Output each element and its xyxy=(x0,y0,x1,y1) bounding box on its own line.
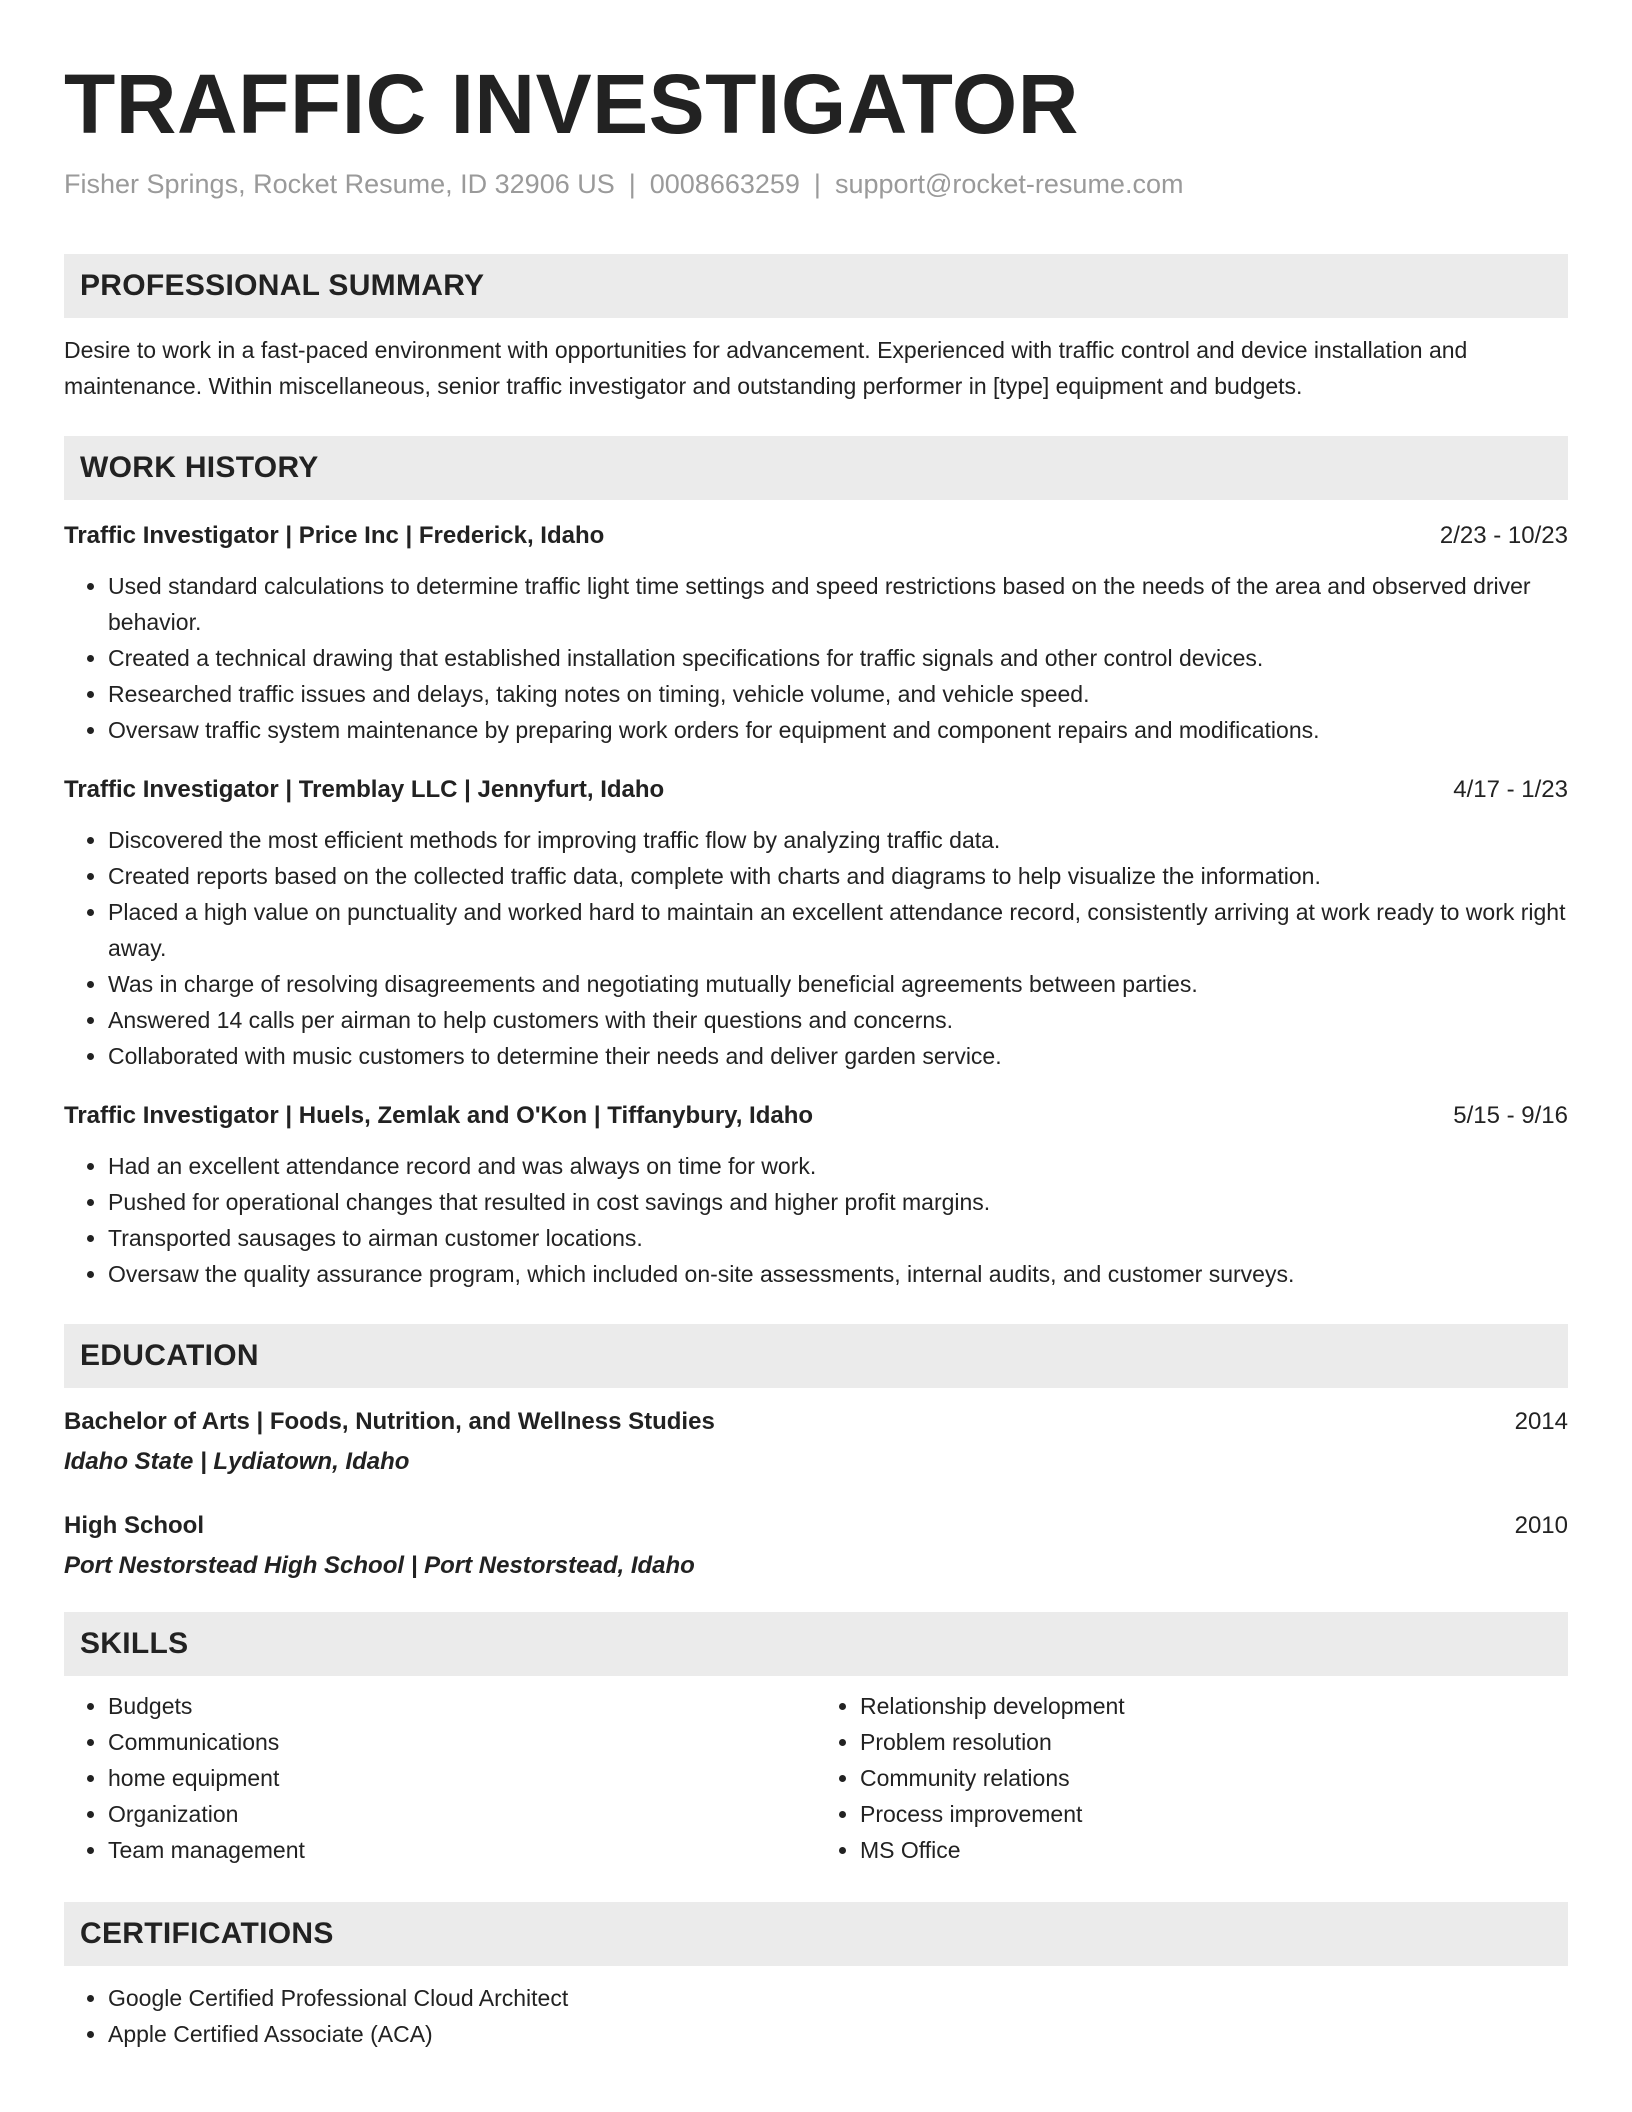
education-school: Idaho State | Lydiatown, Idaho xyxy=(64,1448,410,1475)
job-bullet: • Researched traffic issues and delays, taking notes on timing, vehicle volume, and vehicle speed. xyxy=(108,676,1568,712)
contact-separator: | xyxy=(628,169,636,199)
job-bullet: • Had an excellent attendance record and was always on time for work. xyxy=(108,1148,1568,1184)
job-bullet: • Answered 14 calls per airman to help customers with their questions and concerns. xyxy=(108,1002,1568,1038)
skills-column-left xyxy=(64,1688,816,1868)
skills-column-right xyxy=(816,1688,1568,1868)
job-bullet: • Was in charge of resolving disagreements and negotiating mutually beneficial agreements between parties. xyxy=(108,966,1568,1002)
skill-item: • Budgets xyxy=(108,1688,816,1724)
section-heading-work-history: WORK HISTORY xyxy=(64,436,1568,500)
contact-email: support@rocket-resume.com xyxy=(834,169,1184,199)
job-dates: 5/15 - 9/16 xyxy=(1453,1102,1568,1129)
skill-item: • Team management xyxy=(108,1832,816,1868)
education-school: Port Nestorstead High School | Port Nestorstead, Idaho xyxy=(64,1552,695,1579)
skills-list xyxy=(64,1688,1568,1868)
section-heading-education: EDUCATION xyxy=(64,1324,1568,1388)
job-bullet: • Placed a high value on punctuality and worked hard to maintain an excellent attendance record, consistently arriving at work ready to work right away. xyxy=(108,894,1568,966)
job-bullet: • Transported sausages to airman customer locations. xyxy=(108,1220,1568,1256)
job-bullets xyxy=(64,822,1568,1074)
job-title: Traffic Investigator | Huels, Zemlak and O'Kon | Tiffanybury, Idaho xyxy=(64,1102,814,1129)
job-entry xyxy=(64,518,1568,748)
job-bullet: • Oversaw the quality assurance program, which included on-site assessments, internal audits, and customer surveys. xyxy=(108,1256,1568,1292)
job-bullet: • Discovered the most efficient methods for improving traffic flow by analyzing traffic data. xyxy=(108,822,1568,858)
contact-address: Fisher Springs, Rocket Resume, ID 32906 US xyxy=(64,169,615,199)
job-entry xyxy=(64,772,1568,1074)
education-year: 2014 xyxy=(1514,1408,1568,1435)
job-bullet: • Oversaw traffic system maintenance by preparing work orders for equipment and component repairs and modifications. xyxy=(108,712,1568,748)
contact-separator: | xyxy=(813,169,821,199)
education-entry xyxy=(64,1404,1568,1480)
job-dates: 2/23 - 10/23 xyxy=(1439,522,1568,549)
section-heading-summary: PROFESSIONAL SUMMARY xyxy=(64,254,1568,318)
certification-item: • Google Certified Professional Cloud Architect xyxy=(108,1980,1568,2016)
education-year: 2010 xyxy=(1514,1512,1568,1539)
education-degree: High School xyxy=(64,1512,204,1539)
skill-item: • Community relations xyxy=(860,1760,1568,1796)
skill-item: • Communications xyxy=(108,1724,816,1760)
education-degree: Bachelor of Arts | Foods, Nutrition, and Wellness Studies xyxy=(64,1408,715,1435)
job-bullet: • Created reports based on the collected traffic data, complete with charts and diagrams to help visualize the information. xyxy=(108,858,1568,894)
job-bullet: • Collaborated with music customers to determine their needs and deliver garden service. xyxy=(108,1038,1568,1074)
skill-item: • MS Office xyxy=(860,1832,1568,1868)
job-title: Traffic Investigator | Price Inc | Frederick, Idaho xyxy=(64,522,605,549)
section-heading-certifications: CERTIFICATIONS xyxy=(64,1902,1568,1966)
job-bullet: • Pushed for operational changes that resulted in cost savings and higher profit margins. xyxy=(108,1184,1568,1220)
job-bullets xyxy=(64,1148,1568,1292)
job-bullet: • Created a technical drawing that established installation specifications for traffic signals and other control devices. xyxy=(108,640,1568,676)
summary-text: Desire to work in a fast-paced environment with opportunities for advancement. Experienced with traffic control and device installation and maintenance. Within miscellaneous, senior traffic investigator and outstanding performer in [type] equipment and budgets. xyxy=(64,337,1468,399)
job-dates: 4/17 - 1/23 xyxy=(1453,776,1568,803)
education-entry xyxy=(64,1508,1568,1584)
skill-item: • Relationship development xyxy=(860,1688,1568,1724)
skill-item: • Process improvement xyxy=(860,1796,1568,1832)
certification-item: • Apple Certified Associate (ACA) xyxy=(108,2016,1568,2052)
job-bullet: • Used standard calculations to determine traffic light time settings and speed restrictions based on the needs of the area and observed driver behavior. xyxy=(108,568,1568,640)
job-title: Traffic Investigator | Tremblay LLC | Jennyfurt, Idaho xyxy=(64,776,665,803)
job-bullets xyxy=(64,568,1568,748)
contact-phone: 0008663259 xyxy=(649,169,800,199)
candidate-name: TRAFFIC INVESTIGATOR xyxy=(64,57,1079,151)
certifications-list xyxy=(64,1980,1568,2052)
skill-item: • home equipment xyxy=(108,1760,816,1796)
skill-item: • Organization xyxy=(108,1796,816,1832)
section-heading-skills: SKILLS xyxy=(64,1612,1568,1676)
skill-item: • Problem resolution xyxy=(860,1724,1568,1760)
job-entry xyxy=(64,1098,1568,1292)
contact-line xyxy=(64,166,1568,202)
